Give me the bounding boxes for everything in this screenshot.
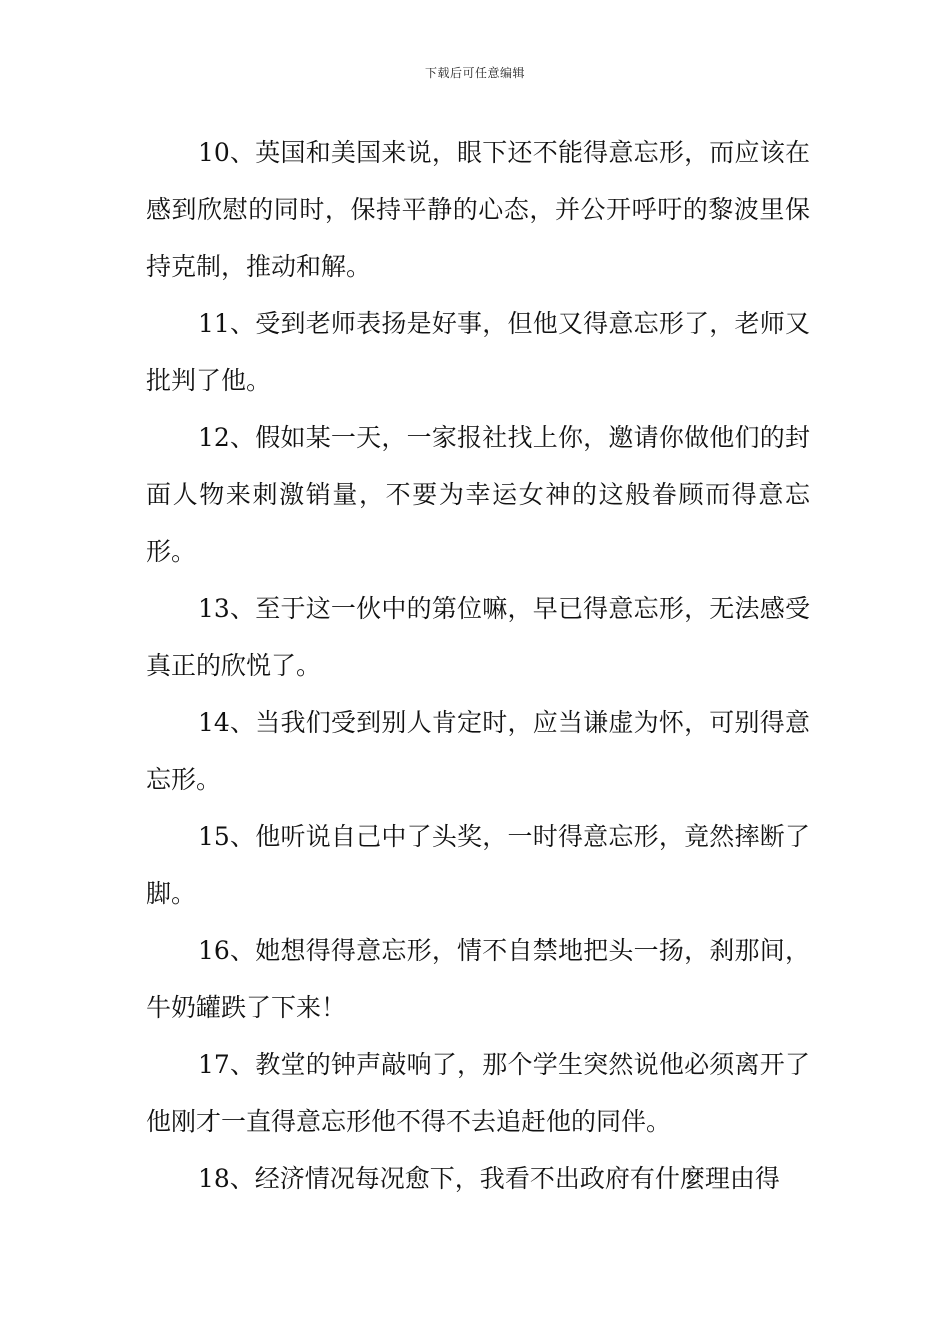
paragraph-16: 16、她想得得意忘形，情不自禁地把头一扬，刹那间，牛奶罐跌了下来！: [146, 936, 810, 1022]
paragraph-14: 14、当我们受到别人肯定时，应当谦虚为怀，可别得意忘形。: [146, 708, 810, 794]
paragraph-12: 12、假如某一天，一家报社找上你，邀请你做他们的封面人物来刺激销量，不要为幸运女神的这般眷顾而得意忘形。: [146, 423, 810, 566]
paragraph-15: 15、他听说自己中了头奖，一时得意忘形，竟然摔断了脚。: [146, 822, 810, 908]
paragraph-11: 11、受到老师表扬是好事，但他又得意忘形了，老师又批判了他。: [146, 309, 810, 395]
document-body: [146, 124, 810, 1207]
page-header: 下载后可任意编辑: [424, 66, 525, 80]
paragraph-10: 10、英国和美国来说，眼下还不能得意忘形，而应该在感到欣慰的同时，保持平静的心态，并公开呼吁的黎波里保持克制，推动和解。: [146, 138, 810, 281]
paragraph-17: 17、教堂的钟声敲响了，那个学生突然说他必须离开了他刚才一直得意忘形他不得不去追赶他的同伴。: [146, 1050, 810, 1136]
paragraph-18: 18、经济情况每况愈下，我看不出政府有什麼理由得: [198, 1164, 780, 1193]
paragraph-13: 13、至于这一伙中的第位嘛，早已得意忘形，无法感受真正的欣悦了。: [146, 594, 810, 680]
